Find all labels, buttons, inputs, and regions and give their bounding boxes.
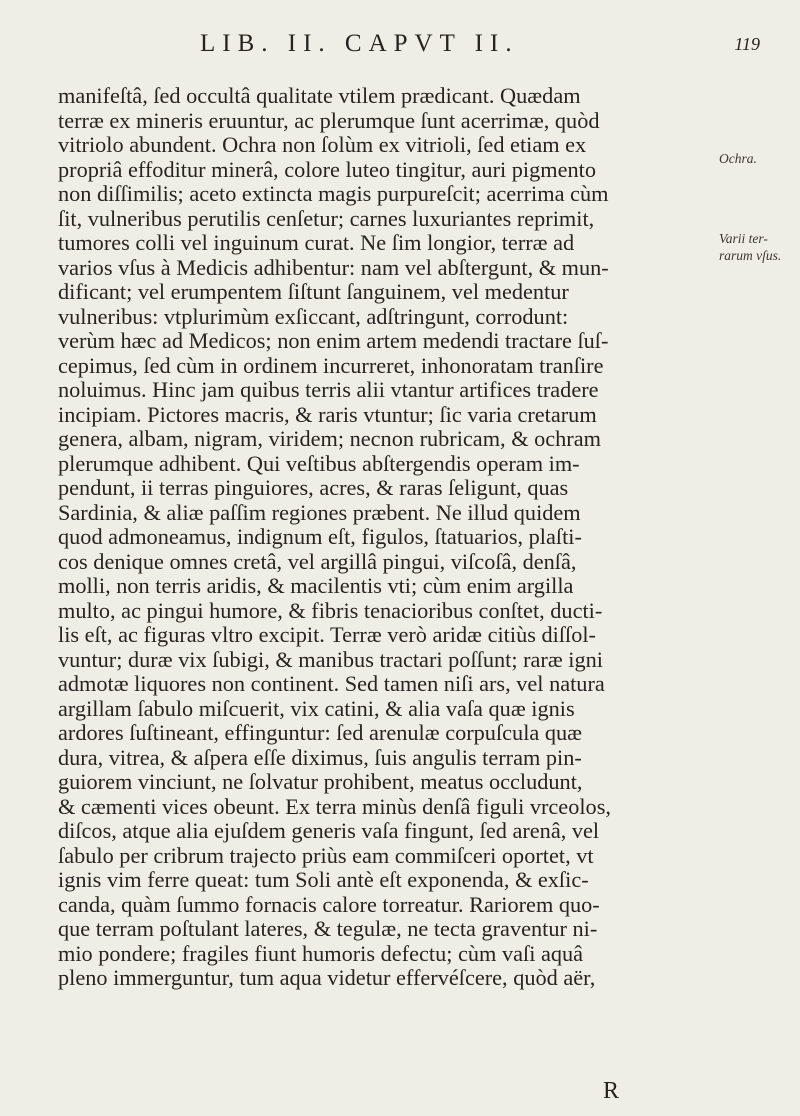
text-line: Sardinia, & aliæ paſſim regiones præbent. Ne illud quidem bbox=[58, 500, 581, 525]
text-line: guiorem vinciunt, ne ſolvatur prohibent, meatus occludunt, bbox=[58, 770, 583, 794]
text-line: cos denique omnes cretâ, vel argillâ pingui, viſcoſâ, denſâ, bbox=[58, 549, 577, 574]
text-line: cepimus, ſed cùm in ordinem incurreret, inhonoratam tranſire bbox=[58, 353, 604, 378]
margin-note-line: Ochra. bbox=[719, 151, 757, 166]
text-line: vuntur; duræ vix ſubigi, & manibus tractari poſſunt; raræ igni bbox=[58, 647, 603, 672]
text-line: verùm hæc ad Medicos; non enim artem medendi tractare ſuſ- bbox=[58, 329, 609, 353]
text-line: incipiam. Pictores macris, & raris vtuntur; ſic varia cretarum bbox=[58, 402, 597, 427]
text-line: plerumque adhibent. Qui veſtibus abſtergendis operam im- bbox=[58, 451, 580, 476]
text-line: pendunt, ii terras pinguiores, acres, & raras ſeligunt, quas bbox=[58, 476, 569, 500]
text-line: mio pondere; fragiles fiunt humoris defectu; cùm vaſi aquâ bbox=[58, 941, 584, 966]
text-line: ſit, vulneribus perutilis cenſetur; carnes luxuriantes reprimit, bbox=[58, 206, 595, 231]
text-line: diſcos, atque alia ejuſdem generis vaſa fingunt, ſed arenâ, vel bbox=[58, 819, 600, 843]
text-line: propriâ effoditur minerâ, colore luteo tingitur, auri pigmento bbox=[58, 157, 596, 182]
text-line: & cæmenti vices obeunt. Ex terra minùs denſâ figuli vrceolos, bbox=[58, 794, 611, 819]
text-line: quod admoneamus, indignum eſt, figulos, ſtatuarios, plaſti- bbox=[58, 525, 582, 549]
text-line: admotæ liquores non continent. Sed tamen niſi ars, vel natura bbox=[58, 672, 605, 696]
body-text bbox=[58, 84, 712, 991]
text-line: noluimus. Hinc jam quibus terris alii vtantur artifices tradere bbox=[58, 378, 599, 402]
text-line: tumores colli vel inguinum curat. Ne ſim longior, terræ ad bbox=[58, 231, 575, 255]
text-line: lis eſt, ac figuras vltro excipit. Terræ verò aridæ citiùs diſſol- bbox=[58, 623, 596, 647]
text-line: manifeſtâ, ſed occultâ qualitate vtilem prædicant. Quædam bbox=[58, 84, 581, 108]
text-line: vitriolo abundent. Ochra non ſolùm ex vitrioli, ſed etiam ex bbox=[58, 133, 587, 157]
text-line: ardores ſuſtineant, effinguntur: ſed arenulæ corpuſcula quæ bbox=[58, 721, 583, 745]
text-line: molli, non terris aridis, & macilentis vti; cùm enim argilla bbox=[58, 574, 574, 598]
text-line: varios vſus à Medicis adhibentur: nam vel abſtergunt, & mun- bbox=[58, 255, 609, 280]
text-line: dura, vitrea, & aſpera eſſe diximus, ſuis angulis terram pin- bbox=[58, 745, 582, 770]
signature-mark: R bbox=[603, 1078, 620, 1104]
margin-note-ochra bbox=[719, 150, 757, 167]
text-line: ignis vim ferre queat: tum Soli antè eſt exponenda, & exſic- bbox=[58, 868, 589, 892]
margin-note-line: Varii ter- bbox=[719, 231, 768, 246]
text-line: canda, quàm ſummo fornacis calore torreatur. Rariorem quo- bbox=[58, 892, 600, 917]
text-line: argillam ſabulo miſcuerit, vix catini, & alia vaſa quæ ignis bbox=[58, 696, 575, 721]
text-line: que terram poſtulant lateres, & tegulæ, ne tecta graventur ni- bbox=[58, 917, 598, 941]
page-header bbox=[200, 30, 760, 66]
text-line: terræ ex mineris eruuntur, ac plerumque ſunt acerrimæ, quòd bbox=[58, 108, 600, 133]
text-line: multo, ac pingui humore, & fibris tenacioribus conſtet, ducti- bbox=[58, 598, 603, 623]
text-line: pleno immerguntur, tum aqua videtur effervéſcere, quòd aër, bbox=[58, 966, 596, 990]
text-line: non diſſimilis; aceto extincta magis purpureſcit; acerrima cùm bbox=[58, 182, 609, 206]
text-line: ſabulo per cribrum trajecto priùs eam commiſceri oportet, vt bbox=[58, 843, 594, 868]
running-title: LIB. II. CAPVT II. bbox=[200, 30, 519, 57]
margin-note-varii-terrarum-usus bbox=[719, 230, 781, 264]
margin-note-line: rarum vſus. bbox=[719, 248, 782, 263]
text-line: genera, albam, nigram, viridem; necnon rubricam, & ochram bbox=[58, 427, 601, 451]
text-line: dificant; vel erumpentem ſiſtunt ſanguinem, vel medentur bbox=[58, 280, 569, 304]
text-line: vulneribus: vtplurimùm exſiccant, adſtringunt, corrodunt: bbox=[58, 304, 569, 329]
page-number: 119 bbox=[734, 34, 760, 54]
